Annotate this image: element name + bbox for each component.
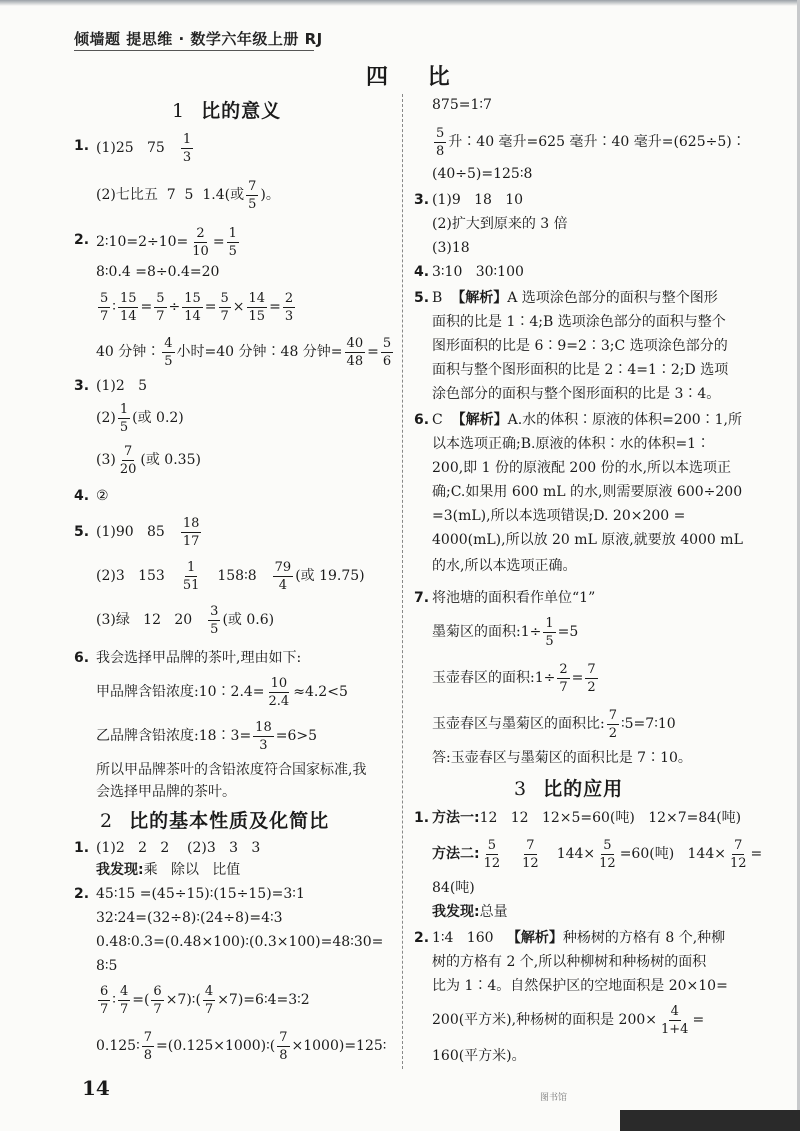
answer-line: 40 分钟∶ $\frac{4}{5}$ 小时=40 分钟∶48 分钟= $\frac{40}{48}$ = $\frac{5}{6}$ <box>96 335 392 369</box>
footer-bar <box>620 1110 800 1131</box>
section-title: 比的基本性质及化简比 <box>129 810 330 832</box>
answer-line: (3)18 <box>432 240 470 256</box>
answer-line: =3(mL),所以本选项错误;D. 20×200 = <box>432 508 686 524</box>
answer-line: B 【解析】 A 选项涂色部分的面积与整个图形 <box>432 290 718 306</box>
answer-line: ② <box>96 488 109 504</box>
column-divider <box>402 94 403 1069</box>
answer-line: (2)七比五 7 5 1.4(或 $\frac{7}{5}$ )。 <box>96 178 280 212</box>
answer-line: (1)2 2 2 (2)3 3 3 <box>96 840 261 856</box>
answer-line: 45∶15 =(45÷15)∶(15÷15)=3∶1 <box>96 886 305 902</box>
section-heading-3 <box>514 774 623 801</box>
question-number: 5. <box>74 524 90 540</box>
question-number: 2. <box>414 930 430 946</box>
answer-line: 8∶5 <box>96 958 118 974</box>
answer-line: 面积的比是 1∶4;B 选项涂色部分的面积与整个 <box>432 314 726 330</box>
answer-line: (1)2 5 <box>96 378 147 394</box>
answer-line: (2)3 153 $\frac{1}{51}$ 158∶8 $\frac{79}{4}$ (或 19.75) <box>96 559 365 593</box>
fraction: $\frac{7}{5}$ <box>248 178 257 212</box>
answer-line: 1∶4 160 【解析】 种杨树的方格有 8 个,种柳 <box>432 930 726 946</box>
answer-line: (1)9 18 10 <box>432 192 524 208</box>
running-title: 倾​墙题 提思维 · 数学六年级上册 RJ <box>74 30 323 48</box>
running-header <box>74 28 323 49</box>
question-number: 1. <box>74 840 90 856</box>
scan-edge <box>0 0 800 6</box>
question-number: 7. <box>414 590 430 606</box>
answer-line: 160(平方米)。 <box>432 1048 526 1064</box>
answer-line: (1)90 85 $\frac{18}{17}$ <box>96 515 200 549</box>
answer-line: 乙品牌含铅浓度:18∶3= $\frac{18}{3}$ =6>5 <box>96 719 317 753</box>
answer-line: 所以甲品牌茶叶的含铅浓度符合国家标准,我 <box>96 762 367 778</box>
answer-line: $\frac{5}{8}$ 升∶40 毫升=625 毫升∶40 毫升=(625÷5)∶ <box>436 125 746 159</box>
answer-line: (2)扩大到原来的 3 倍 <box>432 216 568 232</box>
answer-line: $\frac{6}{7}$ ∶ $\frac{4}{7}$ =( $\frac{6}{7}$ ×7)∶( $\frac{4}{7}$ ×7)=6∶4=3∶2 <box>100 983 310 1017</box>
answer-line: 我发现: 总量 <box>432 904 508 920</box>
question-number: 6. <box>414 412 430 428</box>
answer-line: 会选择甲品牌的茶叶。 <box>96 784 236 800</box>
answer-line: 确;C.如果用 600 mL 的水,则需要原液 600÷200 <box>432 484 743 500</box>
answer-line: 比为 1∶4。自然保护区的空地面积是 20×10= <box>432 978 728 994</box>
answer-line: 3∶10 30∶100 <box>432 264 524 280</box>
question-number: 3. <box>74 378 90 394</box>
answer-line: C 【解析】 A.水的体积∶原液的体积=200∶1,所 <box>432 412 742 428</box>
answer-line: 我会选择甲品牌的茶叶,理由如下: <box>96 650 302 666</box>
answer-line: 以本选项正确;B.原液的体积∶水的体积=1∶ <box>432 436 711 452</box>
answer-line: 200,即 1 份的原液配 200 份的水,所以本选项正 <box>432 460 732 476</box>
answer-line: 玉壶春区的面积:1÷ $\frac{2}{7}$ = $\frac{7}{2}$ <box>432 661 596 695</box>
answer-line: 的水,所以本选项正确。 <box>432 558 577 574</box>
answer-line: 0.125∶ $\frac{7}{8}$ =(0.125×1000)∶( $\frac{7}{8}$ ×1000)=125∶ <box>96 1029 387 1063</box>
answer-line: 答:玉壶春区与墨菊区的面积比是 7∶10。 <box>432 750 692 766</box>
answer-line: 32∶24=(32÷8)∶(24÷8)=4∶3 <box>96 910 283 926</box>
answer-line: 8∶0.4 =8÷0.4=20 <box>96 264 220 280</box>
answer-line: $\frac{5}{7}$ ∶ $\frac{15}{14}$ = $\frac{5}{7}$ ÷ $\frac{15}{14}$ = $\frac{5}{7}$ × $\frac{14}{15}$ = $\frac{2}{3}$ <box>100 290 294 324</box>
footer-mark: 图书馆 <box>540 1093 568 1103</box>
answer-line: 涂色部分的面积与整个图形面积的比是 3∶4。 <box>432 386 721 402</box>
answer-line: 墨菊区的面积:1÷ $\frac{1}{5}$ =5 <box>432 615 579 649</box>
question-number: 2. <box>74 232 90 248</box>
section-number: 1 <box>172 100 186 122</box>
answer-line: 0.48∶0.3=(0.48×100)∶(0.3×100)=48∶30= <box>96 934 384 950</box>
answer-line: 4000(mL),所以放 20 mL 原液,就要放 4000 mL <box>432 532 743 548</box>
answer-line: 我发现: 乘 除以 比值 <box>96 862 241 878</box>
fraction: $\frac{2}{10}$ <box>192 225 209 259</box>
answer-line: (3) $\frac{7}{20}$ (或 0.35) <box>96 443 201 477</box>
header-rule <box>74 50 314 51</box>
fraction: $\frac{1}{5}$ <box>228 225 237 259</box>
answer-line: 200(平方米),种杨树的面积是 200× $\frac{4}{1+4}$ = <box>432 1003 705 1037</box>
answer-line: 玉壶春区与墨菊区的面积比: $\frac{7}{2}$ ∶5=7∶10 <box>432 707 676 741</box>
section-title: 比的意义 <box>201 100 282 122</box>
section-number: 2 <box>100 810 114 832</box>
section-number: 3 <box>514 778 528 800</box>
question-number: 1. <box>74 138 90 154</box>
answer-line: (3)绿 12 20 $\frac{3}{5}$ (或 0.6) <box>96 603 275 637</box>
answer-line: 甲品牌含铅浓度:10∶2.4= $\frac{10}{2.4}$ ≈4.2<5 <box>96 675 348 709</box>
answer-line: 875=1∶7 <box>432 97 492 113</box>
answer-line: 方法二: $\frac{5}{12}$ $\frac{7}{12}$ 144× $\frac{5}{12}$ =60(吨) 144× $\frac{7}{12}$ = <box>432 837 763 871</box>
fraction: $\frac{1}{3}$ <box>182 131 192 165</box>
answer-line: 将池塘的面积看作单位“1” <box>432 590 596 606</box>
answer-line: (40÷5)=125∶8 <box>432 166 533 182</box>
answer-line: 84(吨) <box>432 880 475 896</box>
question-number: 1. <box>414 810 430 826</box>
question-number: 3. <box>414 192 430 208</box>
page-number: 14 <box>82 1076 110 1100</box>
answer-line: 方法一: 12 12 12×5=60(吨) 12×7=84(吨) <box>432 810 742 826</box>
question-number: 2. <box>74 886 90 902</box>
answer-line: (1)25 75 $\frac{1}{3}$ <box>96 131 192 165</box>
question-number: 5. <box>414 290 430 306</box>
answer-line: (2) $\frac{1}{5}$ (或 0.2) <box>96 401 184 435</box>
section-heading-1 <box>172 96 281 123</box>
answer-line: 树的方格有 2 个,所以种柳树和种杨树的面积 <box>432 954 707 970</box>
question-number: 4. <box>414 264 430 280</box>
chapter-title: 四 比 <box>366 65 466 90</box>
question-number: 6. <box>74 650 90 666</box>
answer-line: 2∶10=2÷10= $\frac{2}{10}$ = $\frac{1}{5}$ <box>96 225 237 259</box>
question-number: 4. <box>74 488 90 504</box>
answer-line: 图形面积的比是 6∶9=2∶3;C 选项涂色部分的 <box>432 338 728 354</box>
answer-line: 面积与整个图形面积的比是 2∶4=1∶2;D 选项 <box>432 362 729 378</box>
section-heading-2 <box>100 806 329 833</box>
section-title: 比的应用 <box>543 778 624 800</box>
